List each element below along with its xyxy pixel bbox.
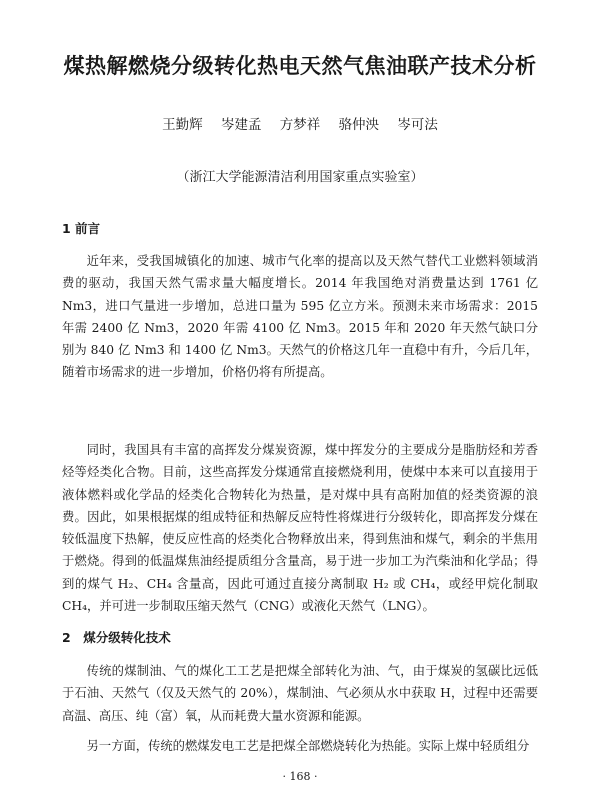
paragraph: 近年来，受我国城镇化的加速、城市气化率的提高以及天然气替代工业燃料领域消费的驱动，我国天然气需求量大幅度增长。2014 年我国绝对消费量达到 1761 亿 Nm3，进口气量进一步增加，总进口量为 595 亿立方米。预测未来市场需求：2015 年需 2400 亿 Nm3，2020 年需 4100 亿 Nm3。2015 年和 2020 年天然气缺口分别为 840 亿 Nm3 和 1400 亿 Nm3。天然气的价格这几年一直稳中有升，今后几年，随着市场需求的进一步增加，价格仍将有所提高。 xyxy=(62,254,538,380)
paragraph: 同时，我国具有丰富的高挥发分煤炭资源，煤中挥发分的主要成分是脂肪烃和芳香烃等烃类化合物。目前，这些高挥发分煤通常直接燃烧利用，使煤中本来可以直接用于液体燃料或化学品的烃类化合物转化为热量，是对煤中具有高附加值的烃类资源的浪费。因此，如果根据煤的组成特征和热解反应特性将煤进行分级转化，即高挥发分煤在较低温度下热解，使反应性高的烃类化合物释放出来，得到焦油和煤气，剩余的半焦用于燃烧。得到的低温煤焦油经提质组分含量高，易于进一步加工为汽柴油和化学品；得到的煤气 H₂、CH₄ 含量高，因此可通过直接分离制取 H₂ 或 CH₄，或经甲烷化制取 CH₄，并可进一步制取压缩天然气（CNG）或液化天然气（LNG）。 xyxy=(62,443,538,614)
page-number: · 168 · xyxy=(282,770,318,783)
affiliation: （浙江大学能源清洁利用国家重点实验室） xyxy=(176,170,424,185)
author-list: 王勤辉 岑建孟 方梦祥 骆仲泱 岑可法 xyxy=(162,117,438,133)
paragraph: 传统的煤制油、气的煤化工工艺是把煤全部转化为油、气，由于煤炭的氢碳比远低于石油、天然气（仅及天然气的 20%），煤制油、气必须从水中获取 H，过程中还需要高温、高压、纯（富）氧，从而耗费大量水资源和能源。 xyxy=(62,664,538,723)
section-heading-introduction: 1 前言 xyxy=(62,221,101,236)
paragraph: 另一方面，传统的燃煤发电工艺是把煤全部燃烧转化为热能。实际上煤中轻质组分 xyxy=(86,739,530,753)
section-heading-coal-conversion: 2 煤分级转化技术 xyxy=(62,630,171,645)
paper-title: 煤热解燃烧分级转化热电天然气焦油联产技术分析 xyxy=(63,54,537,78)
